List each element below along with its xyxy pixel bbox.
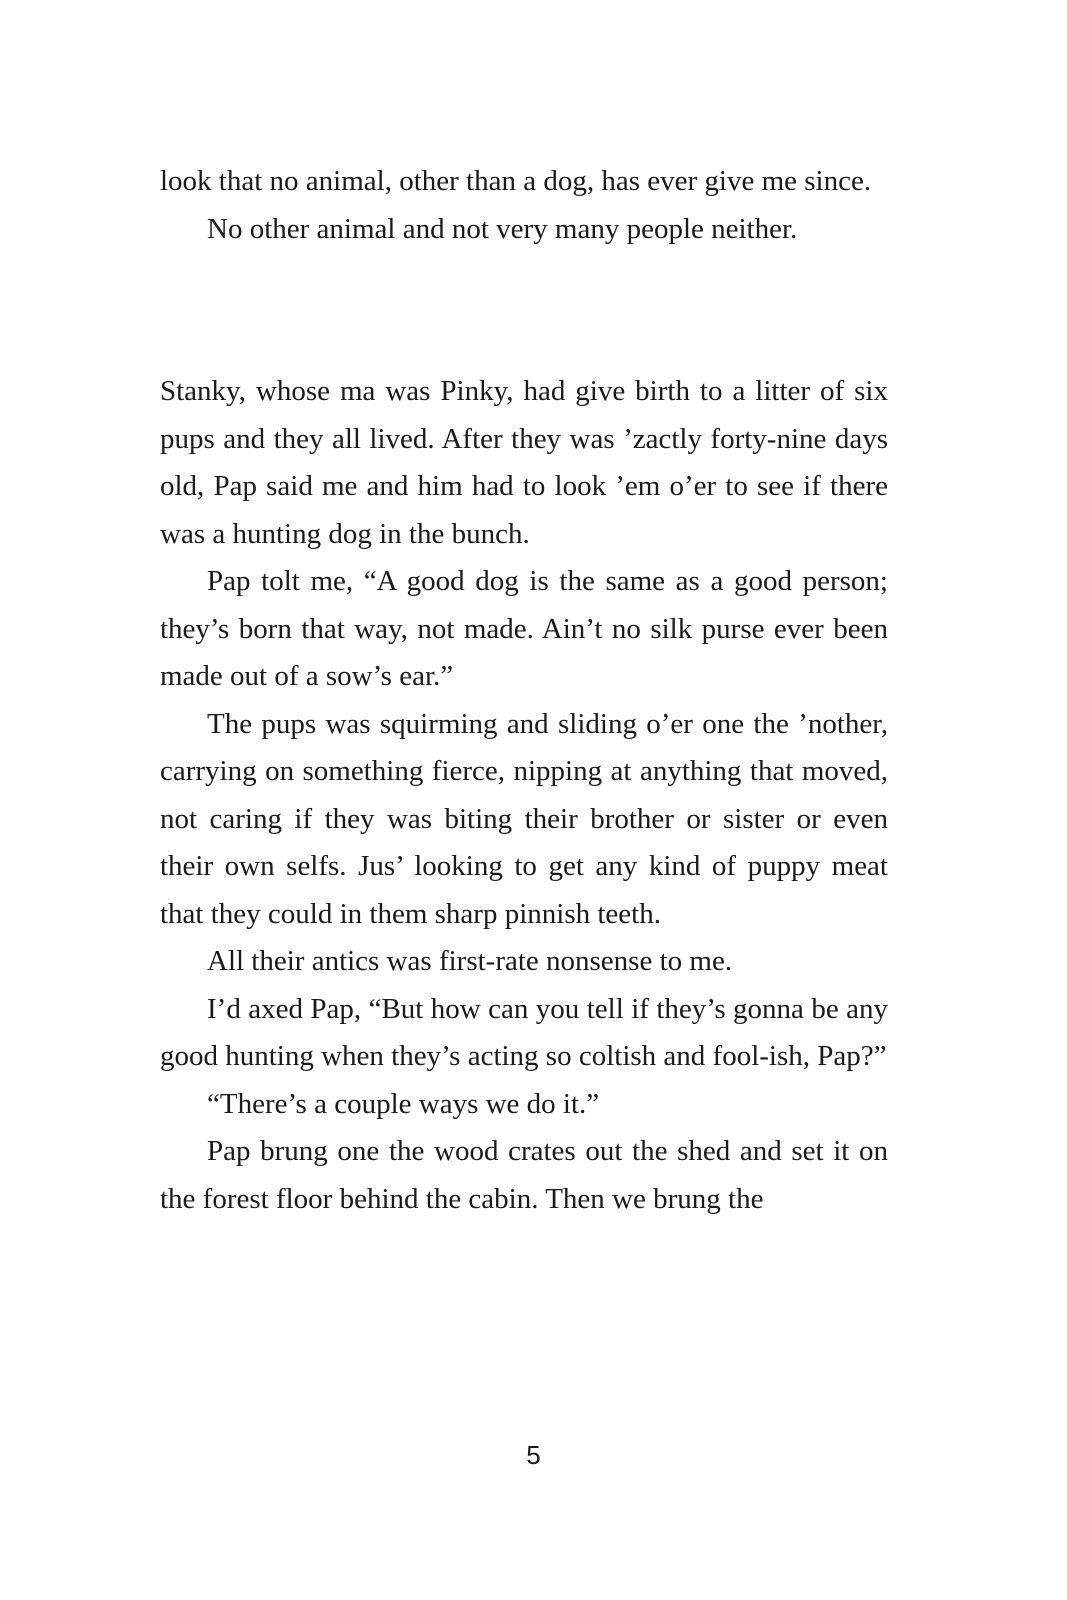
paragraph: All their antics was first-rate nonsense to me. [207, 945, 733, 977]
paragraph: Pap brung one the wood crates out the shed and set it on the forest floor behind the cabin. Then we brung the [160, 1135, 888, 1215]
paragraph: The pups was squirming and sliding o’er one the ’nother, carrying on something fierce, nipping at anything that moved, not caring if they was biting their brother or sister or even their own selfs. Jus’ looking to get any kind of puppy meat that they could in them sharp pinnish teeth. [160, 707, 888, 930]
text-section-main [160, 368, 888, 1223]
paragraph: I’d axed Pap, “But how can you tell if they’s gonna be any good hunting when they’s acting so coltish and fool-ish, Pap?” [160, 992, 888, 1072]
page-number: 5 [526, 1440, 541, 1470]
paragraph: No other animal and not very many people neither. [207, 212, 798, 245]
paragraph: look that no animal, other than a dog, has ever give me since. [160, 165, 872, 197]
paragraph: Pap tolt me, “A good dog is the same as a good person; they’s born that way, not made. Ain’t no silk purse ever been made out of a sow’s ear.” [160, 565, 888, 692]
text-section-top [160, 158, 888, 253]
paragraph: “There’s a couple ways we do it.” [207, 1087, 600, 1120]
paragraph: Stanky, whose ma was Pinky, had give birth to a litter of six pups and they all lived. After they was ’zactly forty-nine days old, Pap said me and him had to look ’em o’er to see if there was a hunting dog in the bunch. [160, 375, 888, 550]
